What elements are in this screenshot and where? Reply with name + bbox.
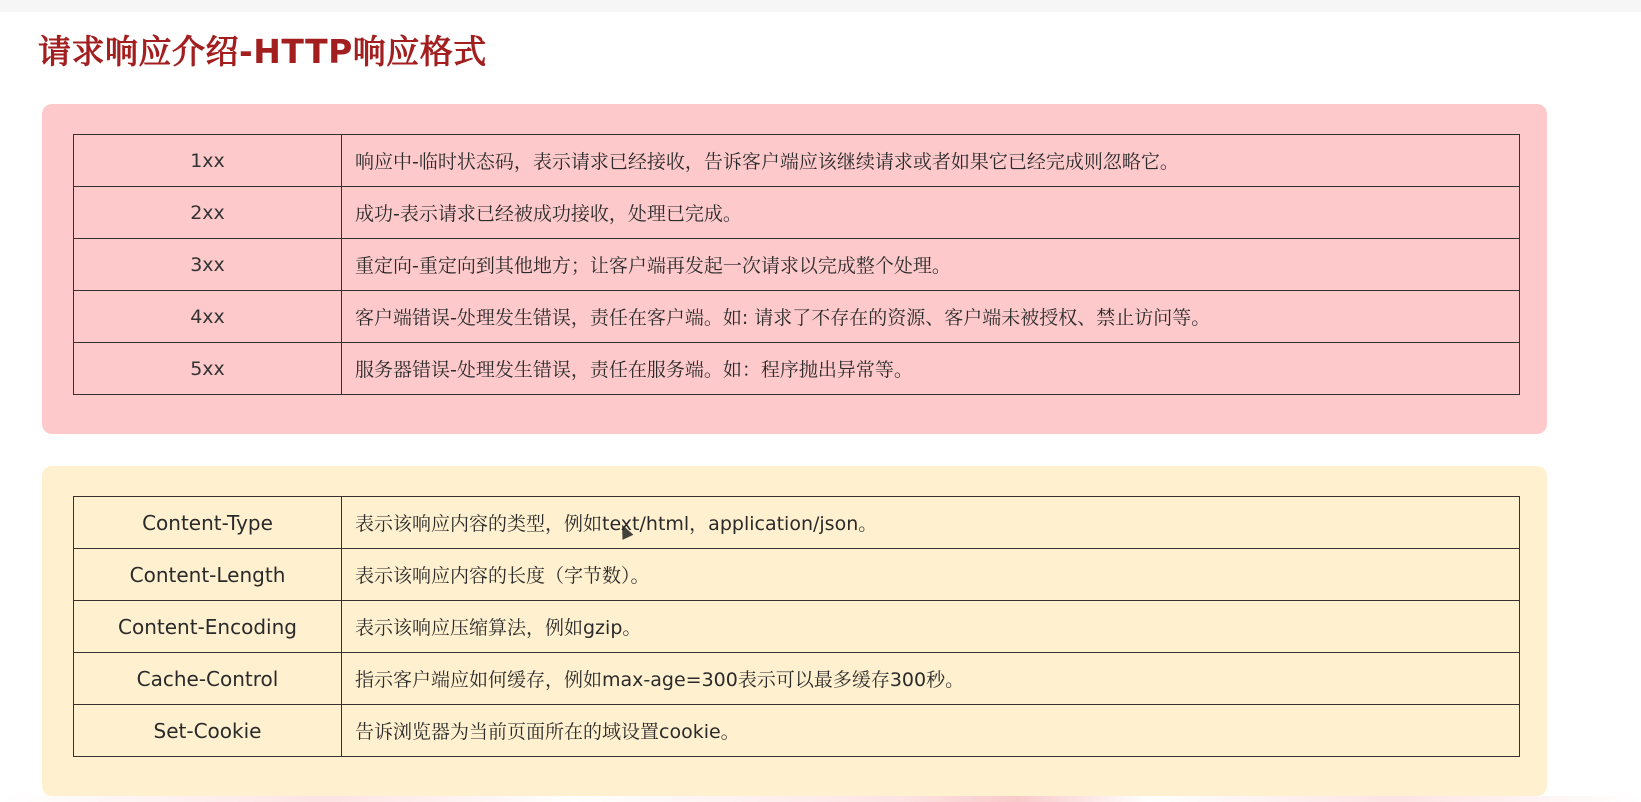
header-description-cell: 表示该响应内容的长度（字节数）。 xyxy=(342,549,1520,601)
table-row xyxy=(74,239,1520,291)
status-code-cell: 3xx xyxy=(74,239,342,291)
table-row xyxy=(74,497,1520,549)
status-description-cell: 响应中-临时状态码，表示请求已经接收，告诉客户端应该继续请求或者如果它已经完成则忽略它。 xyxy=(342,135,1520,187)
header-description-cell: 告诉浏览器为当前页面所在的域设置cookie。 xyxy=(342,705,1520,757)
top-bar xyxy=(0,0,1641,12)
status-code-cell: 5xx xyxy=(74,343,342,395)
status-code-cell: 1xx xyxy=(74,135,342,187)
status-description-cell: 服务器错误-处理发生错误，责任在服务端。如：程序抛出异常等。 xyxy=(342,343,1520,395)
header-description-cell: 指示客户端应如何缓存，例如max-age=300表示可以最多缓存300秒。 xyxy=(342,653,1520,705)
bottom-decoration xyxy=(0,796,1641,802)
table-row xyxy=(74,291,1520,343)
status-description-cell: 重定向-重定向到其他地方；让客户端再发起一次请求以完成整个处理。 xyxy=(342,239,1520,291)
table-row xyxy=(74,135,1520,187)
table-row xyxy=(74,343,1520,395)
status-code-cell: 2xx xyxy=(74,187,342,239)
header-description-cell: 表示该响应内容的类型，例如text/html，application/json。 xyxy=(342,497,1520,549)
header-name-cell: Content-Length xyxy=(74,549,342,601)
header-description-cell: 表示该响应压缩算法，例如gzip。 xyxy=(342,601,1520,653)
header-name-cell: Content-Type xyxy=(74,497,342,549)
status-code-cell: 4xx xyxy=(74,291,342,343)
status-code-panel xyxy=(42,104,1547,434)
header-name-cell: Cache-Control xyxy=(74,653,342,705)
header-name-cell: Set-Cookie xyxy=(74,705,342,757)
table-row xyxy=(74,653,1520,705)
table-row xyxy=(74,705,1520,757)
response-header-panel xyxy=(42,466,1547,796)
status-code-table xyxy=(73,134,1520,395)
table-row xyxy=(74,187,1520,239)
header-name-cell: Content-Encoding xyxy=(74,601,342,653)
status-description-cell: 客户端错误-处理发生错误，责任在客户端。如: 请求了不存在的资源、客户端未被授权、禁止访问等。 xyxy=(342,291,1520,343)
status-description-cell: 成功-表示请求已经被成功接收，处理已完成。 xyxy=(342,187,1520,239)
response-header-table xyxy=(73,496,1520,757)
table-row xyxy=(74,549,1520,601)
page-title: 请求响应介绍-HTTP响应格式 xyxy=(38,32,487,71)
table-row xyxy=(74,601,1520,653)
